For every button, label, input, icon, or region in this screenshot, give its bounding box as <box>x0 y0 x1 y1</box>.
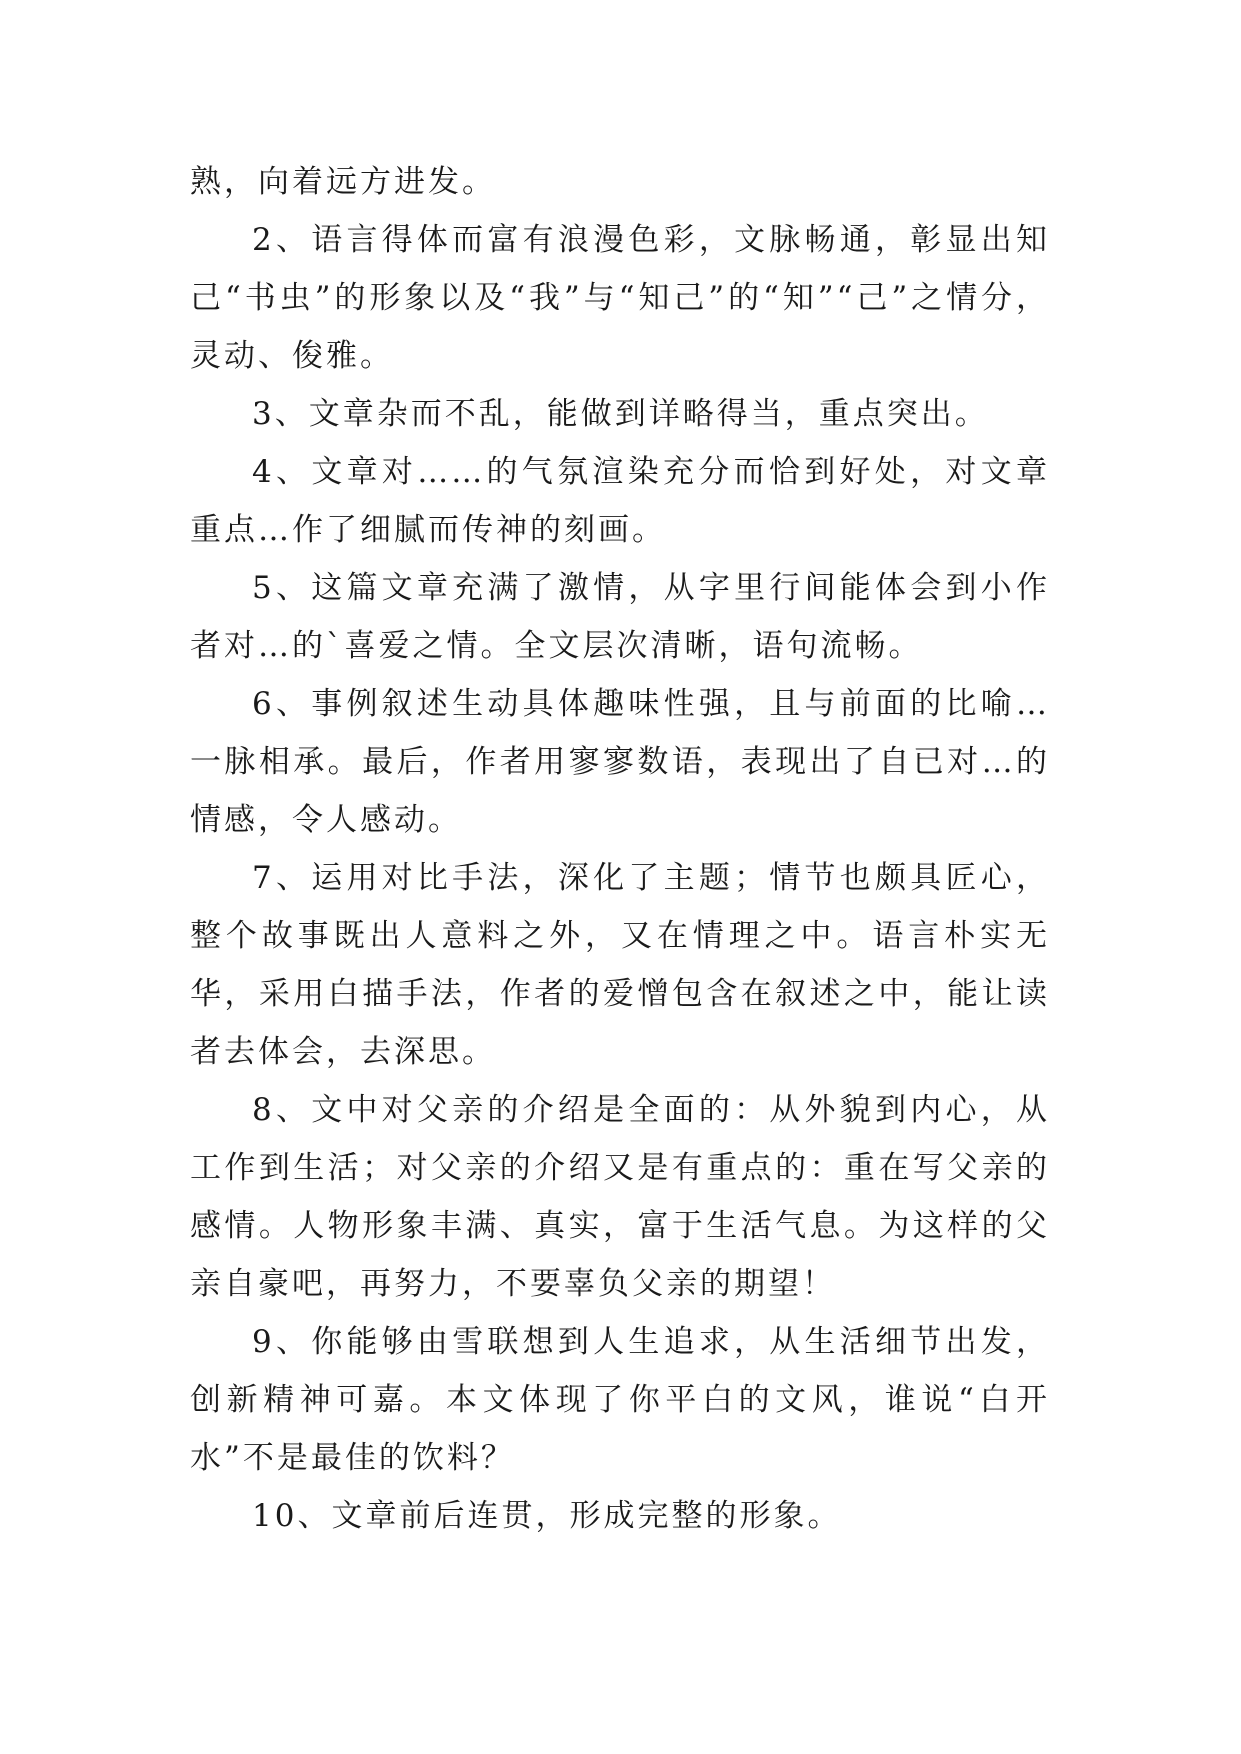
paragraph-comment-8: 8、文中对父亲的介绍是全面的：从外貌到内心，从工作到生活；对父亲的介绍又是有重点的：重在写父亲的感情。人物形象丰满、真实，富于生活气息。为这样的父亲自豪吧，再努力，不要辜负父亲的期望！ <box>190 1092 1050 1302</box>
paragraph-comment-10: 10、文章前后连贯，形成完整的形象。 <box>252 1498 842 1534</box>
paragraph-comment-9: 9、你能够由雪联想到人生追求，从生活细节出发，创新精神可嘉。本文体现了你平白的文风，谁说“白开水”不是最佳的饮料？ <box>190 1324 1050 1476</box>
paragraph-comment-5: 5、这篇文章充满了激情，从字里行间能体会到小作者对…的`喜爱之情。全文层次清晰，语句流畅。 <box>190 570 1050 664</box>
paragraph-comment-3: 3、文章杂而不乱，能做到详略得当，重点突出。 <box>252 396 989 432</box>
paragraph-continuation: 熟，向着远方进发。 <box>190 164 496 200</box>
paragraph-comment-6: 6、事例叙述生动具体趣味性强，且与前面的比喻…一脉相承。最后，作者用寥寥数语，表现出了自已对…的情感，令人感动。 <box>190 686 1050 838</box>
paragraph-comment-4: 4、文章对……的气氛渲染充分而恰到好处，对文章重点…作了细腻而传神的刻画。 <box>190 454 1050 548</box>
paragraph-comment-7: 7、运用对比手法，深化了主题；情节也颇具匠心，整个故事既出人意料之外，又在情理之中。语言朴实无华，采用白描手法，作者的爱憎包含在叙述之中，能让读者去体会，去深思。 <box>190 860 1050 1070</box>
paragraph-comment-2: 2、语言得体而富有浪漫色彩，文脉畅通，彰显出知己“书虫”的形象以及“我”与“知己”的“知”“己”之情分，灵动、俊雅。 <box>190 222 1050 374</box>
document-body <box>190 153 1050 1545</box>
